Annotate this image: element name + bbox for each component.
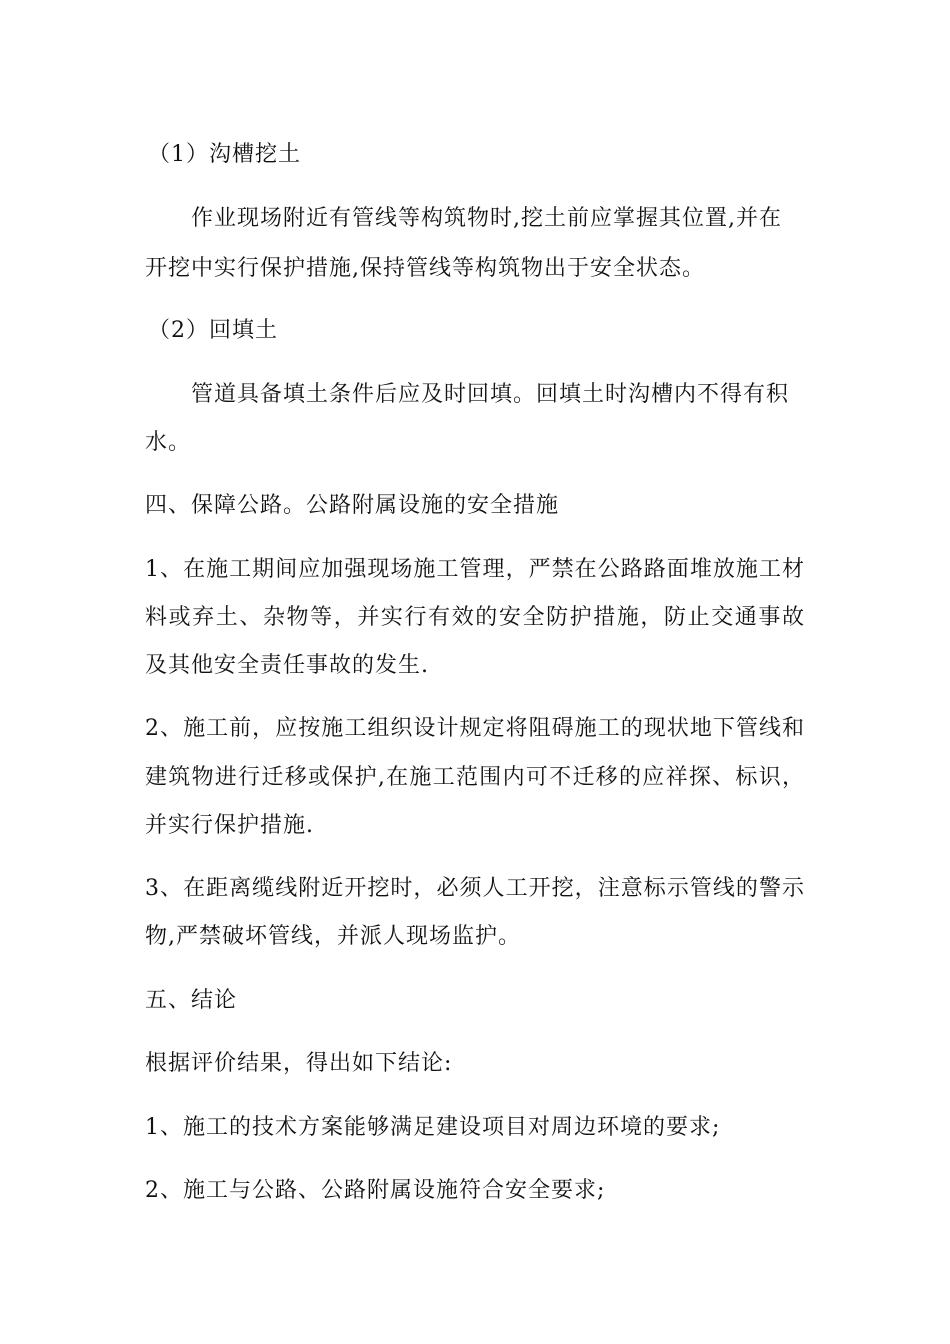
paragraph-line: 建筑物进行迁移或保护,在施工范围内可不迁移的应祥探、标识， bbox=[145, 765, 805, 790]
paragraph-line: 作业现场附近有管线等构筑物时,挖土前应掌握其位置,并在 bbox=[191, 206, 782, 231]
paragraph-line: 1、施工的技术方案能够满足建设项目对周边环境的要求; bbox=[145, 1115, 721, 1140]
paragraph-line: 3、在距离缆线附近开挖时，必须人工开挖，注意标示管线的警示 bbox=[145, 876, 805, 901]
paragraph-line: 料或弃土、杂物等，并实行有效的安全防护措施，防止交通事故 bbox=[145, 605, 805, 630]
paragraph-line: 水。 bbox=[145, 430, 192, 455]
subheading-trench-excavation: （1）沟槽挖土 bbox=[148, 142, 301, 167]
paragraph-line: 并实行保护措施. bbox=[145, 813, 314, 838]
paragraph-line: 1、在施工期间应加强现场施工管理，严禁在公路路面堆放施工材 bbox=[145, 557, 805, 582]
paragraph-line: 及其他安全责任事故的发生. bbox=[145, 653, 429, 678]
paragraph-line: 物,严禁破坏管线，并派人现场监护。 bbox=[145, 924, 521, 949]
section-heading-four: 四、保障公路。公路附属设施的安全措施 bbox=[145, 493, 560, 518]
paragraph-line: 2、施工前，应按施工组织设计规定将阻碍施工的现状地下管线和 bbox=[145, 716, 805, 741]
paragraph-line: 2、施工与公路、公路附属设施符合安全要求; bbox=[145, 1178, 606, 1203]
section-heading-five: 五、结论 bbox=[145, 988, 238, 1013]
paragraph-line: 根据评价结果，得出如下结论: bbox=[145, 1051, 453, 1076]
paragraph-line: 管道具备填土条件后应及时回填。回填土时沟槽内不得有积 bbox=[191, 382, 790, 407]
subheading-backfill: （2）回填土 bbox=[148, 318, 278, 343]
paragraph-line: 开挖中实行保护措施,保持管线等构筑物出于安全状态。 bbox=[145, 256, 705, 281]
